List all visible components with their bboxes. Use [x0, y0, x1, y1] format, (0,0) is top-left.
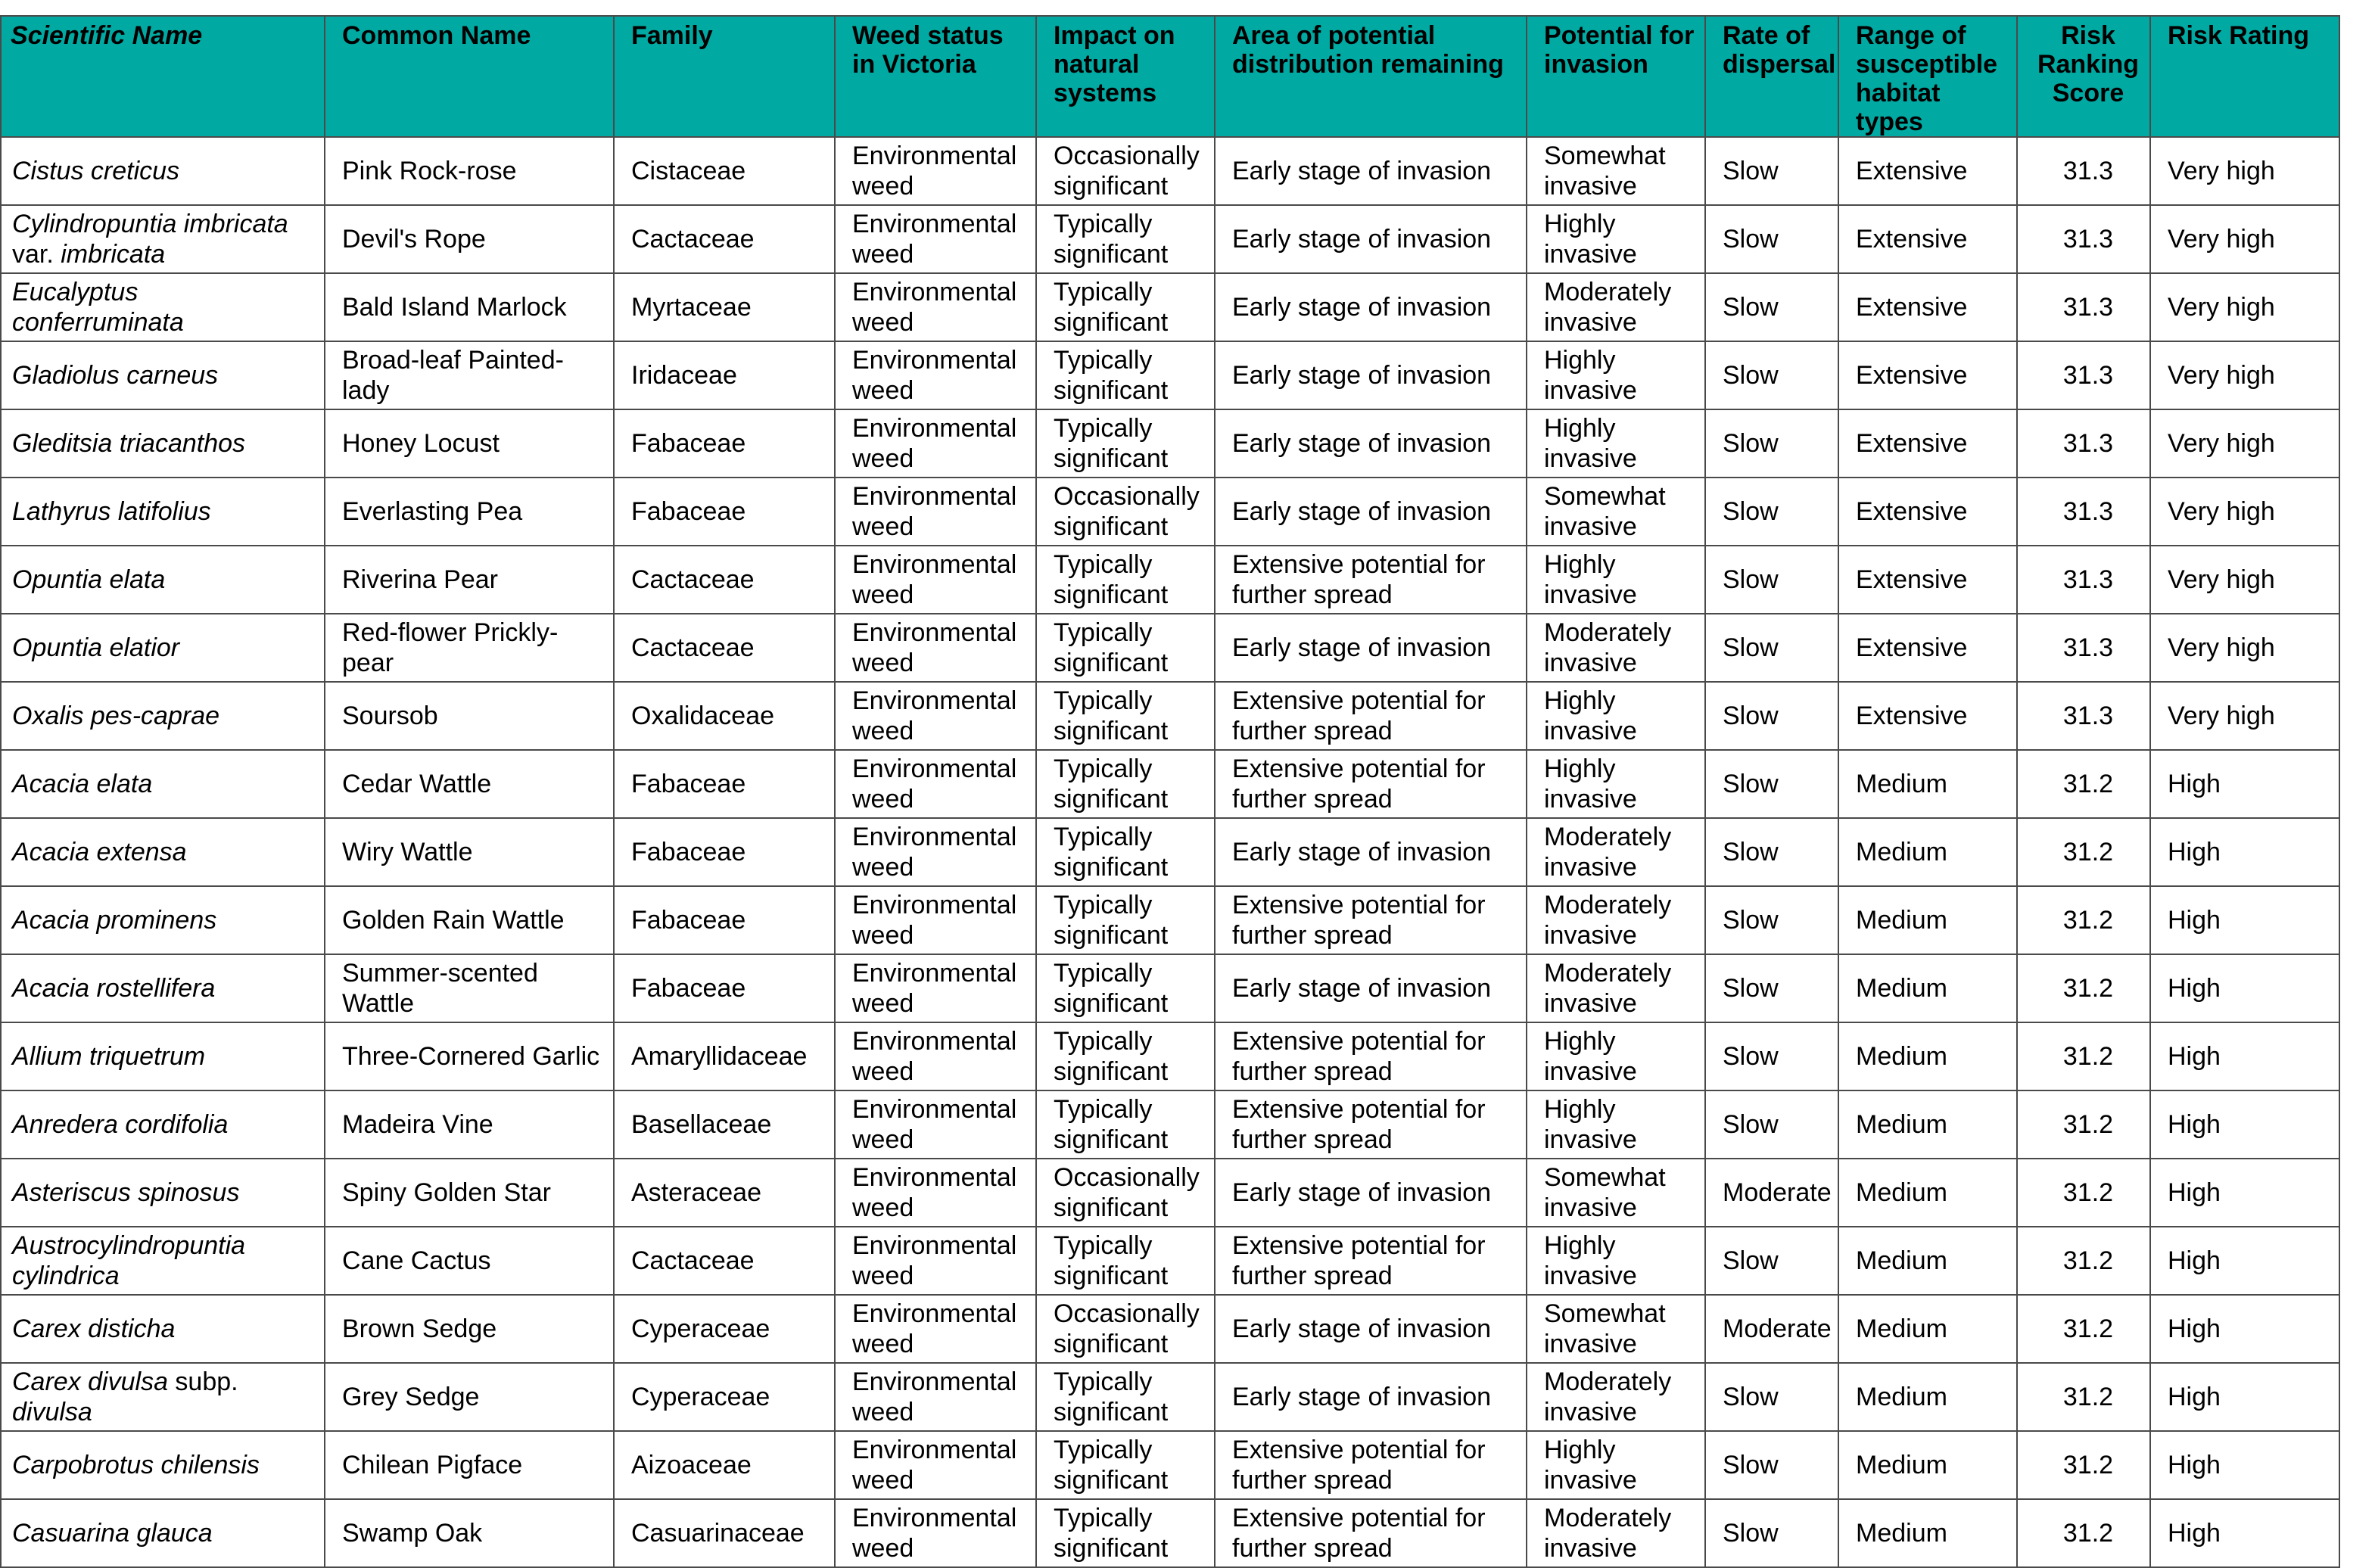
cell-risk-score: 31.3: [2017, 273, 2150, 341]
table-row: [1, 750, 2339, 818]
table-row: [1, 818, 2339, 886]
cell-habitat-range: Medium: [1838, 1363, 2017, 1431]
scientific-name-part: Casuarina glauca: [12, 1519, 213, 1548]
cell-potential-invasion: Highly invasive: [1527, 205, 1705, 273]
scientific-name-part: divulsa: [12, 1398, 92, 1426]
cell-risk-score: 31.3: [2017, 137, 2150, 205]
cell-rate-dispersal: Slow: [1705, 1499, 1838, 1567]
cell-habitat-range: Medium: [1838, 1431, 2017, 1499]
cell-habitat-range: Extensive: [1838, 205, 2017, 273]
cell-weed-status: Environmental weed: [835, 818, 1036, 886]
cell-weed-status: Environmental weed: [835, 1295, 1036, 1363]
table-row: [1, 1431, 2339, 1499]
cell-family: Fabaceae: [614, 818, 835, 886]
cell-common-name: Cane Cactus: [325, 1227, 614, 1295]
cell-weed-status: Environmental weed: [835, 341, 1036, 409]
cell-rate-dispersal: Slow: [1705, 478, 1838, 546]
cell-rate-dispersal: Slow: [1705, 341, 1838, 409]
cell-impact: Typically significant: [1036, 886, 1215, 954]
cell-scientific-name: [1, 273, 325, 341]
cell-risk-score: 31.2: [2017, 1022, 2150, 1090]
cell-potential-invasion: Highly invasive: [1527, 1227, 1705, 1295]
cell-potential-invasion: Moderately invasive: [1527, 1499, 1705, 1567]
cell-common-name: Spiny Golden Star: [325, 1159, 614, 1227]
cell-scientific-name: [1, 750, 325, 818]
cell-rate-dispersal: Slow: [1705, 682, 1838, 750]
weed-risk-table: [0, 15, 2340, 1568]
cell-area-distribution: Extensive potential for further spread: [1215, 1431, 1527, 1499]
cell-area-distribution: Early stage of invasion: [1215, 1295, 1527, 1363]
scientific-name-part: Acacia prominens: [12, 906, 217, 935]
cell-risk-score: 31.3: [2017, 409, 2150, 478]
cell-risk-rating: Very high: [2150, 682, 2339, 750]
header-habitat-range: Range of susceptible habitat types: [1838, 16, 2017, 137]
cell-scientific-name: [1, 341, 325, 409]
cell-risk-rating: High: [2150, 886, 2339, 954]
header-risk-score: Risk Ranking Score: [2017, 16, 2150, 137]
cell-habitat-range: Medium: [1838, 954, 2017, 1022]
scientific-name-part: Opuntia elata: [12, 565, 166, 594]
cell-scientific-name: [1, 1159, 325, 1227]
scientific-name-part: Austrocylindropuntia cylindrica: [12, 1231, 246, 1290]
cell-weed-status: Environmental weed: [835, 409, 1036, 478]
cell-impact: Typically significant: [1036, 750, 1215, 818]
cell-risk-score: 31.3: [2017, 682, 2150, 750]
cell-area-distribution: Early stage of invasion: [1215, 1363, 1527, 1431]
cell-risk-score: 31.2: [2017, 1090, 2150, 1159]
cell-risk-rating: High: [2150, 1022, 2339, 1090]
cell-family: Iridaceae: [614, 341, 835, 409]
cell-potential-invasion: Moderately invasive: [1527, 954, 1705, 1022]
cell-potential-invasion: Moderately invasive: [1527, 886, 1705, 954]
scientific-name-part: Gleditsia triacanthos: [12, 429, 246, 458]
cell-scientific-name: [1, 205, 325, 273]
cell-rate-dispersal: Moderate: [1705, 1159, 1838, 1227]
table-row: [1, 1363, 2339, 1431]
cell-impact: Typically significant: [1036, 1227, 1215, 1295]
cell-scientific-name: [1, 546, 325, 614]
cell-potential-invasion: Somewhat invasive: [1527, 137, 1705, 205]
scientific-name-part: Eucalyptus conferruminata: [12, 278, 184, 337]
cell-potential-invasion: Somewhat invasive: [1527, 478, 1705, 546]
cell-risk-score: 31.2: [2017, 1499, 2150, 1567]
scientific-name-part: Lathyrus latifolius: [12, 497, 211, 526]
cell-scientific-name: [1, 1363, 325, 1431]
cell-family: Fabaceae: [614, 886, 835, 954]
scientific-name-part: Oxalis pes-caprae: [12, 702, 220, 730]
cell-area-distribution: Early stage of invasion: [1215, 137, 1527, 205]
cell-rate-dispersal: Slow: [1705, 1090, 1838, 1159]
cell-potential-invasion: Highly invasive: [1527, 750, 1705, 818]
cell-scientific-name: [1, 1499, 325, 1567]
cell-impact: Typically significant: [1036, 1090, 1215, 1159]
cell-weed-status: Environmental weed: [835, 954, 1036, 1022]
cell-habitat-range: Medium: [1838, 818, 2017, 886]
cell-risk-score: 31.3: [2017, 478, 2150, 546]
cell-risk-score: 31.3: [2017, 205, 2150, 273]
table-row: [1, 273, 2339, 341]
cell-weed-status: Environmental weed: [835, 1499, 1036, 1567]
cell-weed-status: Environmental weed: [835, 614, 1036, 682]
cell-weed-status: Environmental weed: [835, 546, 1036, 614]
cell-habitat-range: Medium: [1838, 886, 2017, 954]
cell-common-name: Brown Sedge: [325, 1295, 614, 1363]
cell-habitat-range: Medium: [1838, 1159, 2017, 1227]
cell-family: Cyperaceae: [614, 1295, 835, 1363]
cell-risk-score: 31.3: [2017, 546, 2150, 614]
cell-habitat-range: Extensive: [1838, 409, 2017, 478]
cell-impact: Typically significant: [1036, 1431, 1215, 1499]
cell-area-distribution: Early stage of invasion: [1215, 1159, 1527, 1227]
scientific-name-part: imbricata: [61, 240, 166, 269]
cell-weed-status: Environmental weed: [835, 273, 1036, 341]
cell-common-name: Three-Cornered Garlic: [325, 1022, 614, 1090]
cell-potential-invasion: Somewhat invasive: [1527, 1159, 1705, 1227]
cell-area-distribution: Extensive potential for further spread: [1215, 1022, 1527, 1090]
cell-impact: Typically significant: [1036, 954, 1215, 1022]
cell-habitat-range: Extensive: [1838, 614, 2017, 682]
cell-habitat-range: Medium: [1838, 1227, 2017, 1295]
cell-weed-status: Environmental weed: [835, 1022, 1036, 1090]
cell-common-name: Soursob: [325, 682, 614, 750]
cell-habitat-range: Medium: [1838, 750, 2017, 818]
cell-common-name: Bald Island Marlock: [325, 273, 614, 341]
cell-risk-rating: Very high: [2150, 205, 2339, 273]
cell-family: Amaryllidaceae: [614, 1022, 835, 1090]
table-row: [1, 478, 2339, 546]
cell-potential-invasion: Highly invasive: [1527, 546, 1705, 614]
cell-scientific-name: [1, 409, 325, 478]
taxon-rank-label: subp.: [167, 1367, 238, 1396]
cell-common-name: Grey Sedge: [325, 1363, 614, 1431]
cell-rate-dispersal: Slow: [1705, 954, 1838, 1022]
cell-common-name: Golden Rain Wattle: [325, 886, 614, 954]
cell-potential-invasion: Highly invasive: [1527, 341, 1705, 409]
cell-habitat-range: Medium: [1838, 1090, 2017, 1159]
cell-common-name: Riverina Pear: [325, 546, 614, 614]
cell-common-name: Red-flower Prickly-pear: [325, 614, 614, 682]
cell-rate-dispersal: Slow: [1705, 818, 1838, 886]
cell-potential-invasion: Moderately invasive: [1527, 1363, 1705, 1431]
cell-risk-score: 31.2: [2017, 818, 2150, 886]
cell-family: Cactaceae: [614, 546, 835, 614]
cell-habitat-range: Extensive: [1838, 273, 2017, 341]
cell-habitat-range: Extensive: [1838, 682, 2017, 750]
cell-impact: Typically significant: [1036, 205, 1215, 273]
cell-family: Cactaceae: [614, 614, 835, 682]
cell-area-distribution: Early stage of invasion: [1215, 478, 1527, 546]
scientific-name-part: Carex disticha: [12, 1314, 176, 1343]
table-row: [1, 614, 2339, 682]
scientific-name-part: Acacia extensa: [12, 838, 187, 866]
cell-impact: Typically significant: [1036, 1363, 1215, 1431]
cell-scientific-name: [1, 886, 325, 954]
cell-risk-rating: High: [2150, 1090, 2339, 1159]
cell-rate-dispersal: Slow: [1705, 1431, 1838, 1499]
cell-scientific-name: [1, 1431, 325, 1499]
cell-weed-status: Environmental weed: [835, 205, 1036, 273]
cell-family: Fabaceae: [614, 409, 835, 478]
cell-scientific-name: [1, 137, 325, 205]
cell-common-name: Chilean Pigface: [325, 1431, 614, 1499]
header-row: [1, 16, 2339, 137]
table-row: [1, 1022, 2339, 1090]
cell-risk-rating: Very high: [2150, 409, 2339, 478]
cell-area-distribution: Early stage of invasion: [1215, 205, 1527, 273]
table-row: [1, 1090, 2339, 1159]
cell-risk-rating: High: [2150, 954, 2339, 1022]
cell-common-name: Cedar Wattle: [325, 750, 614, 818]
cell-risk-score: 31.3: [2017, 614, 2150, 682]
cell-rate-dispersal: Slow: [1705, 750, 1838, 818]
scientific-name-part: Asteriscus spinosus: [12, 1178, 240, 1207]
cell-risk-rating: High: [2150, 818, 2339, 886]
cell-weed-status: Environmental weed: [835, 1227, 1036, 1295]
cell-family: Cyperaceae: [614, 1363, 835, 1431]
cell-weed-status: Environmental weed: [835, 1159, 1036, 1227]
header-risk-rating: Risk Rating: [2150, 16, 2339, 137]
cell-impact: Typically significant: [1036, 341, 1215, 409]
cell-common-name: Swamp Oak: [325, 1499, 614, 1567]
cell-risk-rating: Very high: [2150, 546, 2339, 614]
cell-weed-status: Environmental weed: [835, 1090, 1036, 1159]
cell-common-name: Madeira Vine: [325, 1090, 614, 1159]
cell-impact: Typically significant: [1036, 818, 1215, 886]
cell-habitat-range: Extensive: [1838, 546, 2017, 614]
table-row: [1, 137, 2339, 205]
cell-family: Basellaceae: [614, 1090, 835, 1159]
cell-area-distribution: Extensive potential for further spread: [1215, 1090, 1527, 1159]
cell-risk-rating: High: [2150, 1431, 2339, 1499]
cell-risk-rating: High: [2150, 1295, 2339, 1363]
cell-area-distribution: Extensive potential for further spread: [1215, 546, 1527, 614]
cell-family: Aizoaceae: [614, 1431, 835, 1499]
table-row: [1, 205, 2339, 273]
header-area-distribution: Area of potential distribution remaining: [1215, 16, 1527, 137]
cell-impact: Occasionally significant: [1036, 478, 1215, 546]
cell-area-distribution: Early stage of invasion: [1215, 273, 1527, 341]
cell-family: Cistaceae: [614, 137, 835, 205]
cell-weed-status: Environmental weed: [835, 682, 1036, 750]
cell-area-distribution: Early stage of invasion: [1215, 341, 1527, 409]
cell-area-distribution: Early stage of invasion: [1215, 409, 1527, 478]
cell-area-distribution: Extensive potential for further spread: [1215, 682, 1527, 750]
cell-risk-rating: High: [2150, 750, 2339, 818]
cell-weed-status: Environmental weed: [835, 1431, 1036, 1499]
cell-risk-rating: Very high: [2150, 614, 2339, 682]
cell-risk-score: 31.3: [2017, 341, 2150, 409]
table-row: [1, 409, 2339, 478]
cell-common-name: Broad-leaf Painted-lady: [325, 341, 614, 409]
header-scientific-name: Scientific Name: [1, 16, 325, 137]
cell-weed-status: Environmental weed: [835, 750, 1036, 818]
cell-rate-dispersal: Slow: [1705, 1022, 1838, 1090]
cell-scientific-name: [1, 1090, 325, 1159]
table-row: [1, 341, 2339, 409]
header-potential-invasion: Potential for invasion: [1527, 16, 1705, 137]
cell-impact: Typically significant: [1036, 614, 1215, 682]
cell-rate-dispersal: Slow: [1705, 1227, 1838, 1295]
cell-impact: Typically significant: [1036, 546, 1215, 614]
cell-common-name: Devil's Rope: [325, 205, 614, 273]
cell-rate-dispersal: Slow: [1705, 205, 1838, 273]
cell-family: Oxalidaceae: [614, 682, 835, 750]
table-row: [1, 1227, 2339, 1295]
cell-area-distribution: Extensive potential for further spread: [1215, 1227, 1527, 1295]
cell-rate-dispersal: Slow: [1705, 273, 1838, 341]
cell-risk-rating: Very high: [2150, 273, 2339, 341]
cell-potential-invasion: Moderately invasive: [1527, 818, 1705, 886]
cell-risk-rating: High: [2150, 1499, 2339, 1567]
cell-scientific-name: [1, 954, 325, 1022]
cell-habitat-range: Extensive: [1838, 137, 2017, 205]
table-body: [1, 137, 2339, 1567]
cell-family: Cactaceae: [614, 205, 835, 273]
cell-scientific-name: [1, 682, 325, 750]
cell-common-name: Honey Locust: [325, 409, 614, 478]
cell-rate-dispersal: Slow: [1705, 886, 1838, 954]
header-family: Family: [614, 16, 835, 137]
cell-scientific-name: [1, 1227, 325, 1295]
cell-risk-rating: Very high: [2150, 137, 2339, 205]
table-row: [1, 886, 2339, 954]
cell-impact: Occasionally significant: [1036, 1295, 1215, 1363]
cell-rate-dispersal: Slow: [1705, 137, 1838, 205]
cell-impact: Occasionally significant: [1036, 137, 1215, 205]
cell-risk-rating: Very high: [2150, 341, 2339, 409]
cell-family: Fabaceae: [614, 750, 835, 818]
cell-family: Fabaceae: [614, 478, 835, 546]
header-common-name: Common Name: [325, 16, 614, 137]
cell-common-name: Pink Rock-rose: [325, 137, 614, 205]
cell-family: Cactaceae: [614, 1227, 835, 1295]
cell-family: Fabaceae: [614, 954, 835, 1022]
cell-impact: Typically significant: [1036, 1499, 1215, 1567]
cell-risk-score: 31.2: [2017, 886, 2150, 954]
cell-area-distribution: Early stage of invasion: [1215, 954, 1527, 1022]
header-rate-dispersal: Rate of dispersal: [1705, 16, 1838, 137]
cell-impact: Occasionally significant: [1036, 1159, 1215, 1227]
cell-rate-dispersal: Slow: [1705, 1363, 1838, 1431]
cell-potential-invasion: Highly invasive: [1527, 682, 1705, 750]
cell-risk-rating: High: [2150, 1159, 2339, 1227]
cell-risk-score: 31.2: [2017, 750, 2150, 818]
cell-risk-score: 31.2: [2017, 954, 2150, 1022]
cell-area-distribution: Early stage of invasion: [1215, 614, 1527, 682]
cell-scientific-name: [1, 614, 325, 682]
cell-potential-invasion: Moderately invasive: [1527, 273, 1705, 341]
table-row: [1, 1499, 2339, 1567]
cell-potential-invasion: Highly invasive: [1527, 1431, 1705, 1499]
table-row: [1, 954, 2339, 1022]
scientific-name-part: Carex divulsa: [12, 1367, 168, 1396]
cell-habitat-range: Medium: [1838, 1499, 2017, 1567]
cell-rate-dispersal: Moderate: [1705, 1295, 1838, 1363]
cell-risk-score: 31.2: [2017, 1363, 2150, 1431]
cell-weed-status: Environmental weed: [835, 137, 1036, 205]
cell-risk-score: 31.2: [2017, 1159, 2150, 1227]
cell-rate-dispersal: Slow: [1705, 546, 1838, 614]
cell-risk-score: 31.2: [2017, 1295, 2150, 1363]
cell-impact: Typically significant: [1036, 1022, 1215, 1090]
scientific-name-part: Acacia elata: [12, 770, 153, 798]
scientific-name-part: Allium triquetrum: [12, 1042, 206, 1071]
cell-common-name: Wiry Wattle: [325, 818, 614, 886]
cell-common-name: Summer-scented Wattle: [325, 954, 614, 1022]
cell-weed-status: Environmental weed: [835, 1363, 1036, 1431]
cell-impact: Typically significant: [1036, 682, 1215, 750]
table-row: [1, 1159, 2339, 1227]
cell-weed-status: Environmental weed: [835, 478, 1036, 546]
header-weed-status: Weed status in Victoria: [835, 16, 1036, 137]
cell-scientific-name: [1, 478, 325, 546]
cell-potential-invasion: Highly invasive: [1527, 1022, 1705, 1090]
scientific-name-part: Acacia rostellifera: [12, 974, 216, 1003]
cell-potential-invasion: Highly invasive: [1527, 1090, 1705, 1159]
cell-rate-dispersal: Slow: [1705, 614, 1838, 682]
cell-family: Casuarinaceae: [614, 1499, 835, 1567]
scientific-name-part: Anredera cordifolia: [12, 1110, 229, 1139]
table-row: [1, 546, 2339, 614]
cell-scientific-name: [1, 818, 325, 886]
cell-risk-score: 31.2: [2017, 1227, 2150, 1295]
cell-risk-rating: High: [2150, 1227, 2339, 1295]
cell-scientific-name: [1, 1022, 325, 1090]
cell-potential-invasion: Moderately invasive: [1527, 614, 1705, 682]
cell-area-distribution: Extensive potential for further spread: [1215, 750, 1527, 818]
taxon-rank-label: var.: [12, 240, 61, 269]
scientific-name-part: Gladiolus carneus: [12, 361, 219, 390]
cell-rate-dispersal: Slow: [1705, 409, 1838, 478]
table-row: [1, 1295, 2339, 1363]
cell-potential-invasion: Highly invasive: [1527, 409, 1705, 478]
cell-risk-rating: High: [2150, 1363, 2339, 1431]
cell-habitat-range: Medium: [1838, 1295, 2017, 1363]
cell-habitat-range: Extensive: [1838, 341, 2017, 409]
header-impact: Impact on natural systems: [1036, 16, 1215, 137]
cell-risk-rating: Very high: [2150, 478, 2339, 546]
cell-scientific-name: [1, 1295, 325, 1363]
cell-area-distribution: Extensive potential for further spread: [1215, 886, 1527, 954]
scientific-name-part: Opuntia elatior: [12, 633, 180, 662]
scientific-name-part: Carpobrotus chilensis: [12, 1451, 260, 1479]
cell-weed-status: Environmental weed: [835, 886, 1036, 954]
cell-common-name: Everlasting Pea: [325, 478, 614, 546]
cell-habitat-range: Medium: [1838, 1022, 2017, 1090]
cell-impact: Typically significant: [1036, 409, 1215, 478]
cell-family: Asteraceae: [614, 1159, 835, 1227]
cell-area-distribution: Extensive potential for further spread: [1215, 1499, 1527, 1567]
scientific-name-part: Cylindropuntia imbricata: [12, 210, 288, 238]
table-row: [1, 682, 2339, 750]
scientific-name-part: Cistus creticus: [12, 157, 180, 185]
cell-risk-score: 31.2: [2017, 1431, 2150, 1499]
cell-family: Myrtaceae: [614, 273, 835, 341]
cell-impact: Typically significant: [1036, 273, 1215, 341]
cell-potential-invasion: Somewhat invasive: [1527, 1295, 1705, 1363]
cell-area-distribution: Early stage of invasion: [1215, 818, 1527, 886]
cell-habitat-range: Extensive: [1838, 478, 2017, 546]
